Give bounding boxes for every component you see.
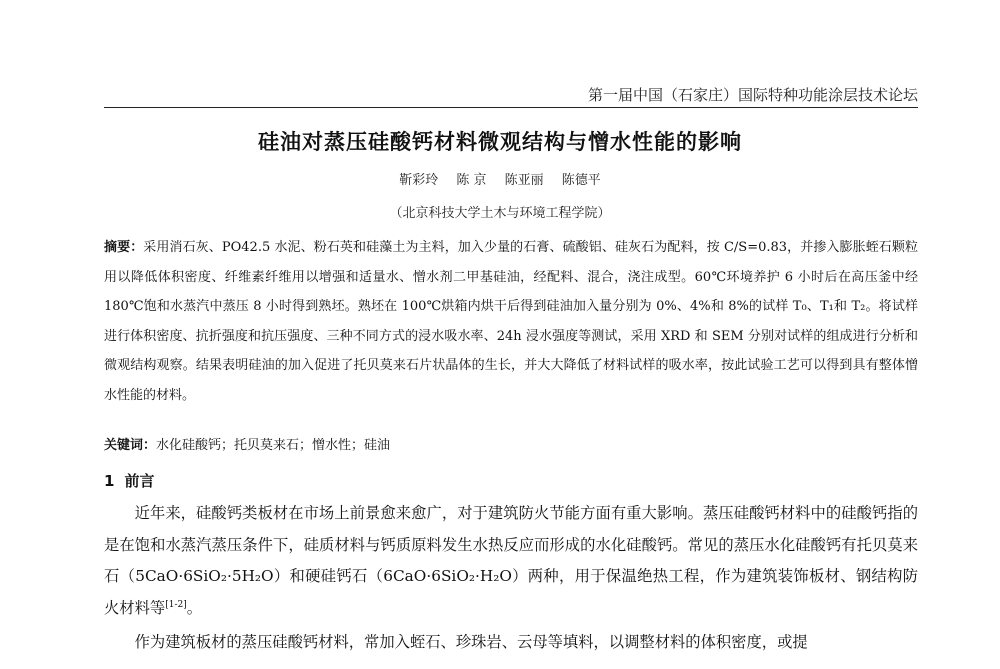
section-number: 1 <box>104 472 115 490</box>
affiliation: （北京科技大学土木与环境工程学院） <box>389 206 611 221</box>
author-1: 靳彩玲 <box>399 173 439 188</box>
author-list <box>0 169 1000 188</box>
abstract-label: 摘要： <box>104 240 144 255</box>
paragraph-2: 作为建筑板材的蒸压硅酸钙材料，常加入蛭石、珍珠岩、云母等填料，以调整材料的体积密度，或提 <box>134 633 808 651</box>
paragraph-1 <box>104 498 918 624</box>
author-4: 陈德平 <box>561 173 601 188</box>
paragraph-1-end: 。 <box>186 598 203 617</box>
body-text <box>104 498 918 659</box>
abstract-text: 采用消石灰、PO42.5 水泥、粉石英和硅藻土为主料，加入少量的石膏、硫酸铝、硅灰石为配料，按 C/S=0.83，并掺入膨胀蛭石颗粒用以降低体积密度、纤维素纤维用以增强和适量水、憎水剂二甲基硅油，经配料、混合，浇注成型。60℃环境养护 6 小时后在高压釜中经 180℃饱和水蒸汽中蒸压 8 小时得到熟坯。熟坯在 100℃烘箱内烘干后得到硅油加入量分别为 0%、4%和 8%的试样 T₀、T₁和 T₂。将试样进行体积密度、抗折强度和抗压强度、三种不同方式的浸水吸水率、24h 浸水强度等测试，采用 XRD 和 SEM 分别对试样的组成进行分析和微观结构观察。结果表明硅油的加入促进了托贝莫来石片状晶体的生长，并大大降低了材料试样的吸水率，按此试验工艺可以得到具有整体憎水性能的材料。 <box>104 240 918 403</box>
section-title: 前言 <box>124 472 155 490</box>
keywords-label: 关键词： <box>104 438 157 453</box>
author-3: 陈亚丽 <box>504 173 544 188</box>
author-2: 陈 京 <box>456 173 487 188</box>
running-header: 第一届中国（石家庄）国际特种功能涂层技术论坛 <box>587 86 918 104</box>
paper-title: 硅油对蒸压硅酸钙材料微观结构与憎水性能的影响 <box>258 130 742 154</box>
header-rule <box>104 107 918 108</box>
abstract <box>104 233 918 411</box>
citation-ref: [1-2] <box>165 599 187 610</box>
paragraph-1-text: 近年来，硅酸钙类板材在市场上前景愈来愈广，对于建筑防火节能方面有重大影响。蒸压硅酸钙材料中的硅酸钙指的是在饱和水蒸汽蒸压条件下，硅质材料与钙质原料发生水热反应而形成的水化硅酸钙。常见的蒸压水化硅酸钙有托贝莫来石（5CaO·6SiO₂·5H₂O）和硬硅钙石（6CaO·6SiO₂·H₂O）两种，用于保温绝热工程，作为建筑装饰板材、钢结构防火材料等 <box>104 504 918 617</box>
keywords <box>104 434 918 453</box>
keywords-text: 水化硅酸钙；托贝莫来石；憎水性；硅油 <box>156 438 391 453</box>
section-heading <box>104 470 154 491</box>
